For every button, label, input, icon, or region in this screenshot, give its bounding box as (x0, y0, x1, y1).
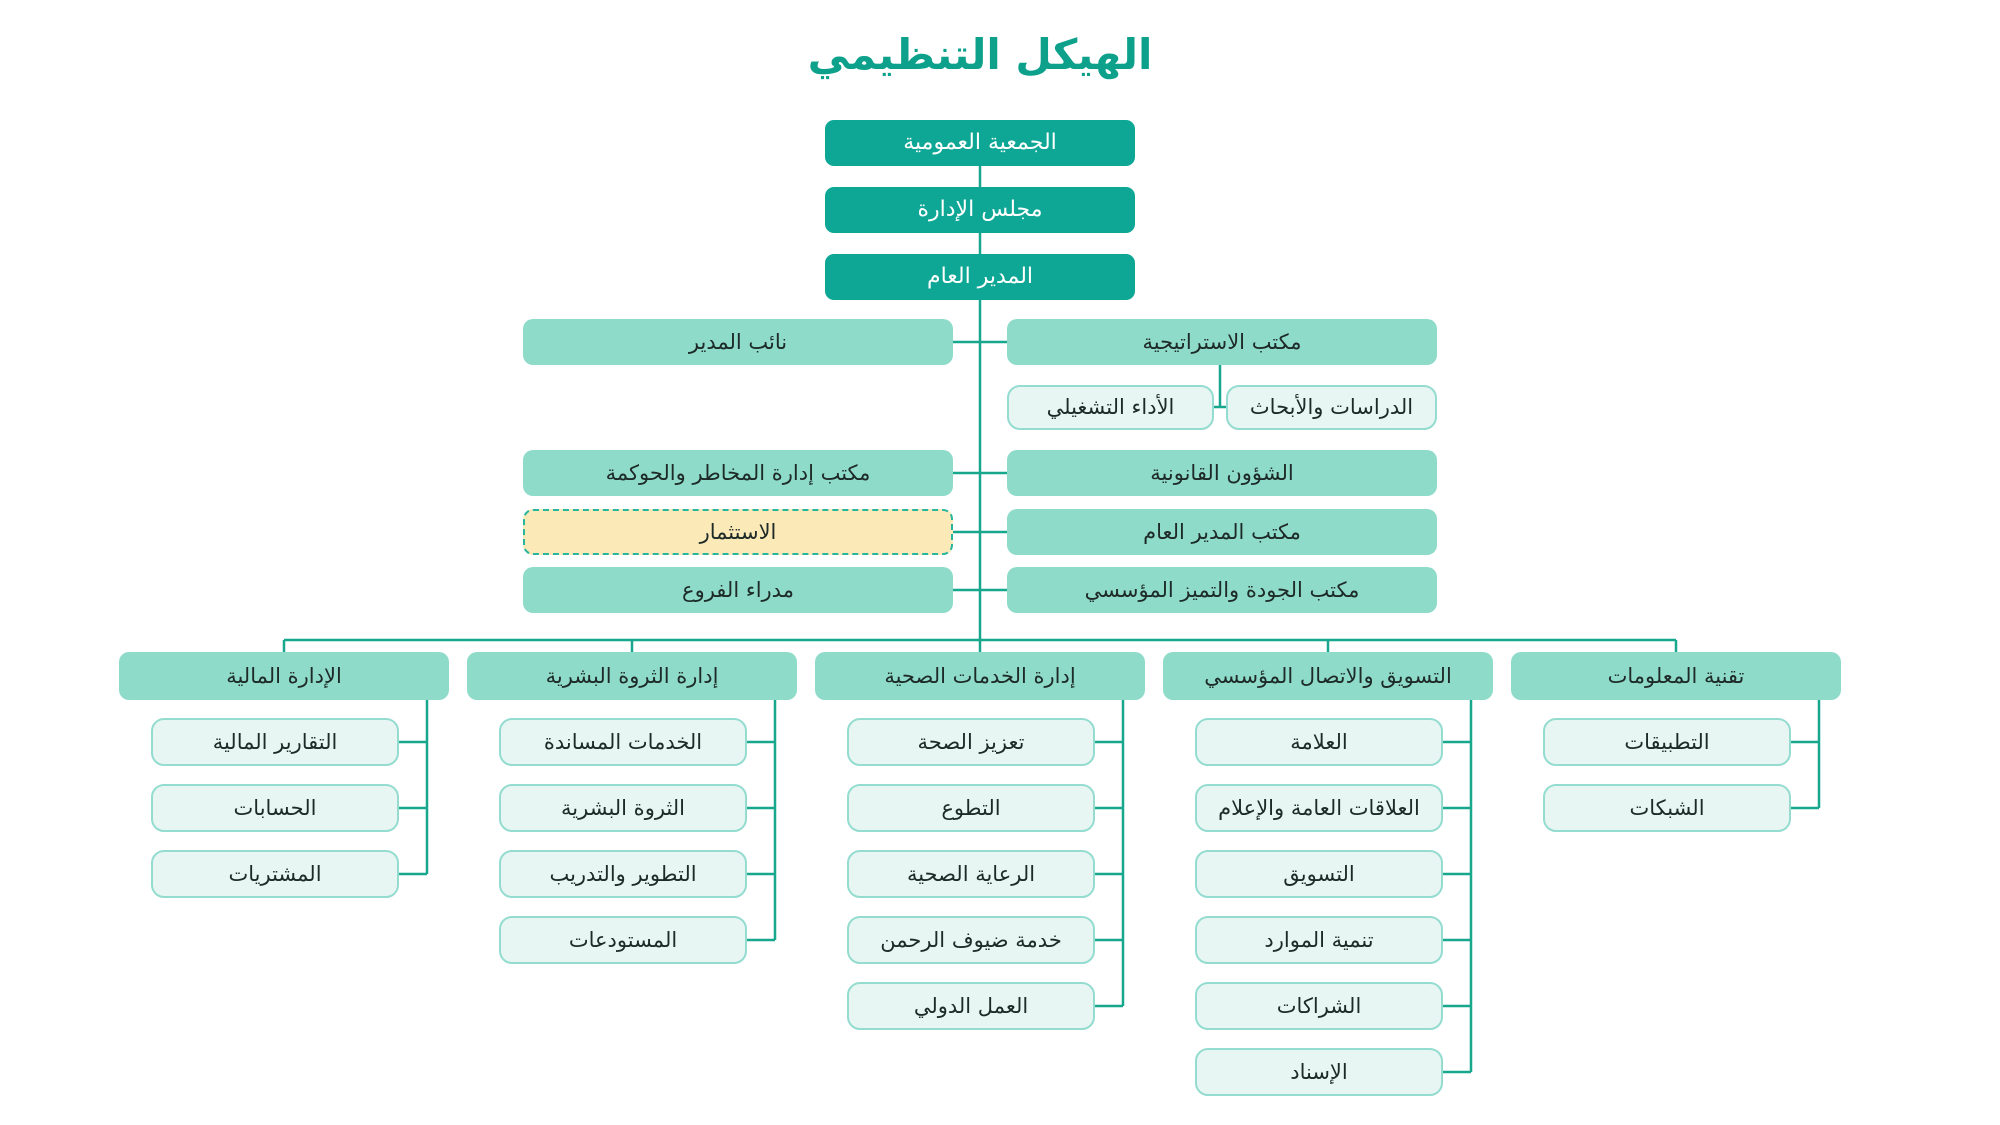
dept-hr-unit-0[interactable]: الخدمات المساندة (499, 718, 747, 766)
dept-health-services-unit-3[interactable]: خدمة ضيوف الرحمن (847, 916, 1095, 964)
node-general-assembly[interactable]: الجمعية العمومية (825, 120, 1135, 166)
dept-finance-unit-1[interactable]: الحسابات (151, 784, 399, 832)
dept-health-services-header[interactable]: إدارة الخدمات الصحية (815, 652, 1145, 700)
dept-health-services-unit-1[interactable]: التطوع (847, 784, 1095, 832)
dept-marketing-communication-unit-1[interactable]: العلاقات العامة والإعلام (1195, 784, 1443, 832)
dept-marketing-communication-unit-3[interactable]: تنمية الموارد (1195, 916, 1443, 964)
dept-health-services-unit-2[interactable]: الرعاية الصحية (847, 850, 1095, 898)
node-general-manager[interactable]: المدير العام (825, 254, 1135, 300)
dept-finance-unit-2[interactable]: المشتريات (151, 850, 399, 898)
dept-health-services-unit-4[interactable]: العمل الدولي (847, 982, 1095, 1030)
node-board-of-directors[interactable]: مجلس الإدارة (825, 187, 1135, 233)
node-gm-office[interactable]: مكتب المدير العام (1007, 509, 1437, 555)
dept-hr-unit-2[interactable]: التطوير والتدريب (499, 850, 747, 898)
dept-finance-unit-0[interactable]: التقارير المالية (151, 718, 399, 766)
node-deputy-director[interactable]: نائب المدير (523, 319, 953, 365)
node-operational-performance[interactable]: الأداء التشغيلي (1007, 385, 1214, 430)
dept-hr-header[interactable]: إدارة الثروة البشرية (467, 652, 797, 700)
node-quality-excellence-office[interactable]: مكتب الجودة والتميز المؤسسي (1007, 567, 1437, 613)
node-studies-research[interactable]: الدراسات والأبحاث (1226, 385, 1437, 430)
node-risk-governance-office[interactable]: مكتب إدارة المخاطر والحوكمة (523, 450, 953, 496)
dept-hr-unit-3[interactable]: المستودعات (499, 916, 747, 964)
dept-marketing-communication-unit-4[interactable]: الشراكات (1195, 982, 1443, 1030)
dept-marketing-communication-unit-2[interactable]: التسويق (1195, 850, 1443, 898)
node-branch-managers[interactable]: مدراء الفروع (523, 567, 953, 613)
dept-marketing-communication-unit-0[interactable]: العلامة (1195, 718, 1443, 766)
dept-hr-unit-1[interactable]: الثروة البشرية (499, 784, 747, 832)
node-investment[interactable]: الاستثمار (523, 509, 953, 555)
page-title: الهيكل التنظيمي (807, 29, 1153, 79)
dept-it-unit-0[interactable]: التطبيقات (1543, 718, 1791, 766)
dept-marketing-communication-header[interactable]: التسويق والاتصال المؤسسي (1163, 652, 1493, 700)
dept-it-header[interactable]: تقنية المعلومات (1511, 652, 1841, 700)
dept-it-unit-1[interactable]: الشبكات (1543, 784, 1791, 832)
dept-health-services-unit-0[interactable]: تعزيز الصحة (847, 718, 1095, 766)
dept-marketing-communication-unit-5[interactable]: الإسناد (1195, 1048, 1443, 1096)
dept-finance-header[interactable]: الإدارة المالية (119, 652, 449, 700)
node-legal-affairs[interactable]: الشؤون القانونية (1007, 450, 1437, 496)
node-strategy-office[interactable]: مكتب الاستراتيجية (1007, 319, 1437, 365)
